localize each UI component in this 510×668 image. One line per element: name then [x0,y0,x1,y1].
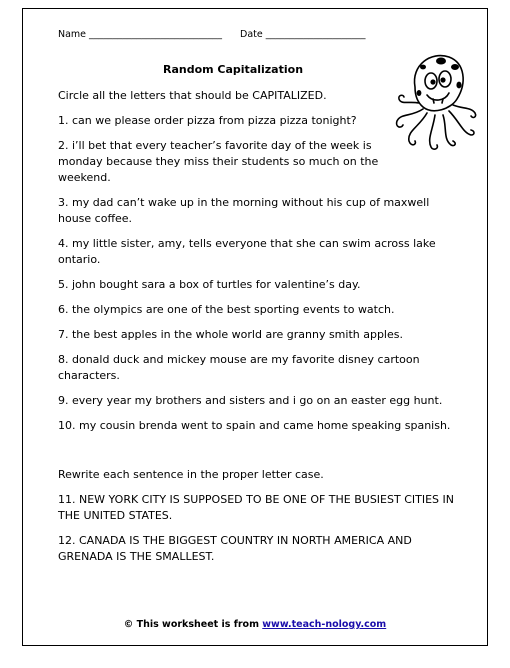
question-9: 9. every year my brothers and sisters and i go on an easter egg hunt. [58,394,443,407]
question-11: 11. NEW YORK CITY IS SUPPOSED TO BE ONE OF THE BUSIEST CITIES IN THE UNITED STATES. [58,493,454,522]
question-10: 10. my cousin brenda went to spain and came home speaking spanish. [58,419,451,432]
footer-credit [23,619,487,630]
question-3: 3. my dad can’t wake up in the morning without his cup of maxwell house coffee. [58,196,430,225]
date-field-label: Date _____________________ [240,29,366,40]
page-title: Random Capitalization [162,63,304,76]
worksheet-content [58,88,463,574]
worksheet-header [58,29,366,40]
question-1: 1. can we please order pizza from pizza pizza tonight? [58,114,357,127]
part2-instruction: Rewrite each sentence in the proper letter case. [58,468,324,481]
teach-nology-link[interactable]: www.teach-nology.com [262,619,387,630]
question-8: 8. donald duck and mickey mouse are my favorite disney cartoon characters. [58,353,420,382]
question-12: 12. CANADA IS THE BIGGEST COUNTRY IN NORTH AMERICA AND GRENADA IS THE SMALLEST. [58,534,412,563]
name-field-label: Name ____________________________ [58,29,223,40]
part1-instruction: Circle all the letters that should be CAPITALIZED. [58,89,327,102]
worksheet-page [22,8,488,646]
question-6: 6. the olympics are one of the best sporting events to watch. [58,303,395,316]
footer-text: © This worksheet is from [123,619,263,630]
question-4: 4. my little sister, amy, tells everyone that she can swim across lake ontario. [58,237,436,266]
question-2: 2. i’ll bet that every teacher’s favorite day of the week is monday because they miss their students so much on the weekend. [58,139,379,184]
question-7: 7. the best apples in the whole world are granny smith apples. [58,328,403,341]
question-5: 5. john bought sara a box of turtles for valentine’s day. [58,278,361,291]
